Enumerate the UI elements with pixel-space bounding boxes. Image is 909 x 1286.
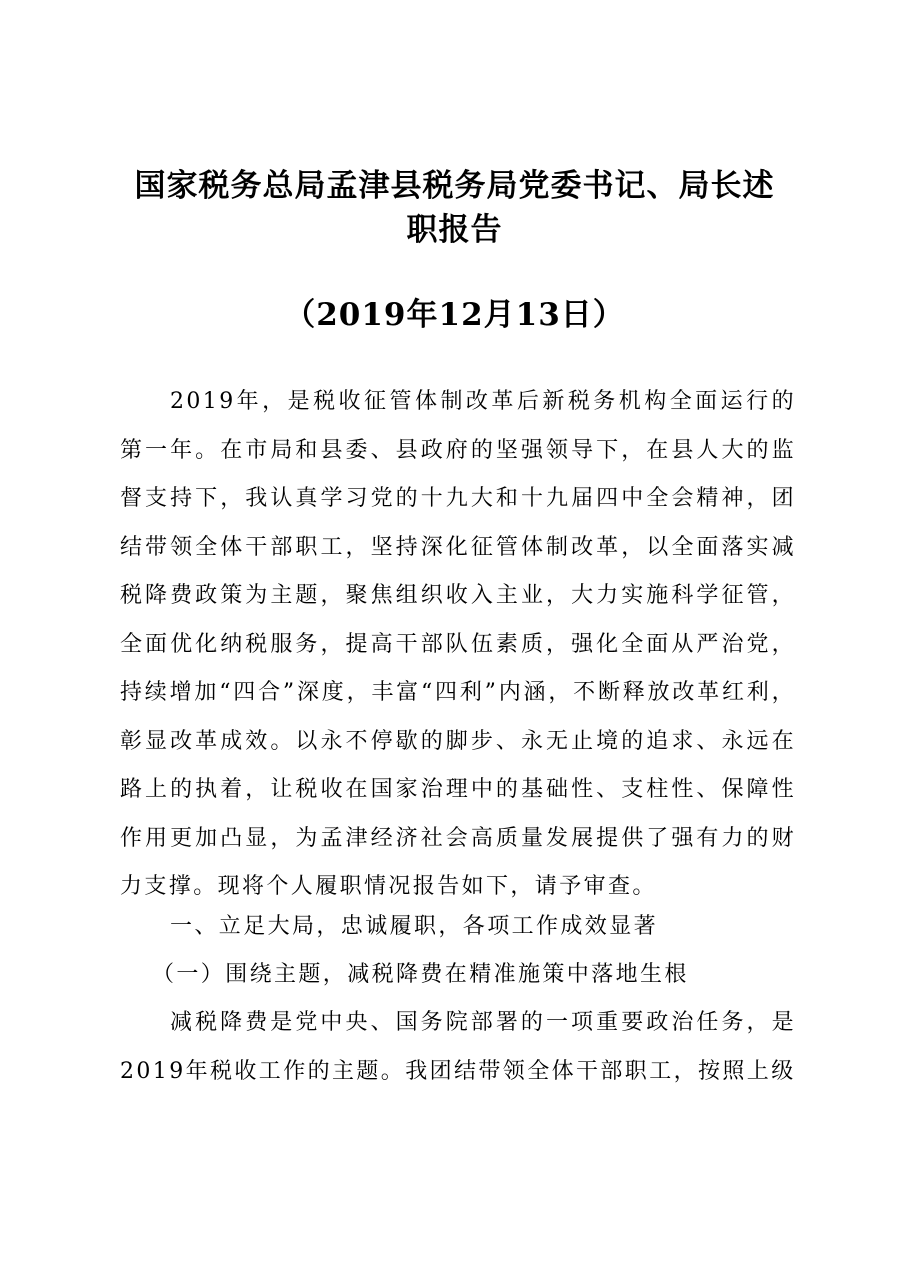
body-paragraph-2: 减税降费是党中央、国务院部署的一项重要政治任务，是2019年税收工作的主题。我团结带领全体干部职工，按照上级	[120, 1010, 796, 1084]
section-heading-1: 一、立足大局，忠诚履职，各项工作成效显著	[170, 914, 659, 939]
document-date: （2019年12月13日）	[284, 297, 625, 333]
document-title-line-1: 国家税务总局孟津县税务局党委书记、局长述	[134, 168, 775, 204]
intro-paragraph: 2019年，是税收征管体制改革后新税务机构全面运行的第一年。在市局和县委、县政府的坚强领导下，在县人大的监督支持下，我认真学习党的十九大和十九届四中全会精神，团结带领全体干部职工，坚持深化征管体制改革，以全面落实减税降费政策为主题，聚焦组织收入主业，大力实施科学征管，全面优化纳税服务，提高干部队伍素质，强化全面从严治党，持续增加“四合”深度，丰富“四利”内涵，不断释放改革红利，彰显改革成效。以永不停歇的脚步、永无止境的追求、永远在路上的执着，让税收在国家治理中的基础性、支柱性、保障性作用更加凸显，为孟津经济社会高质量发展提供了强有力的财力支撑。现将个人履职情况报告如下，请予审查。	[120, 389, 796, 899]
document-title-line-2: 职报告	[406, 212, 503, 248]
subsection-heading-1: （一）围绕主题，减税降费在精准施策中落地生根	[152, 962, 689, 987]
